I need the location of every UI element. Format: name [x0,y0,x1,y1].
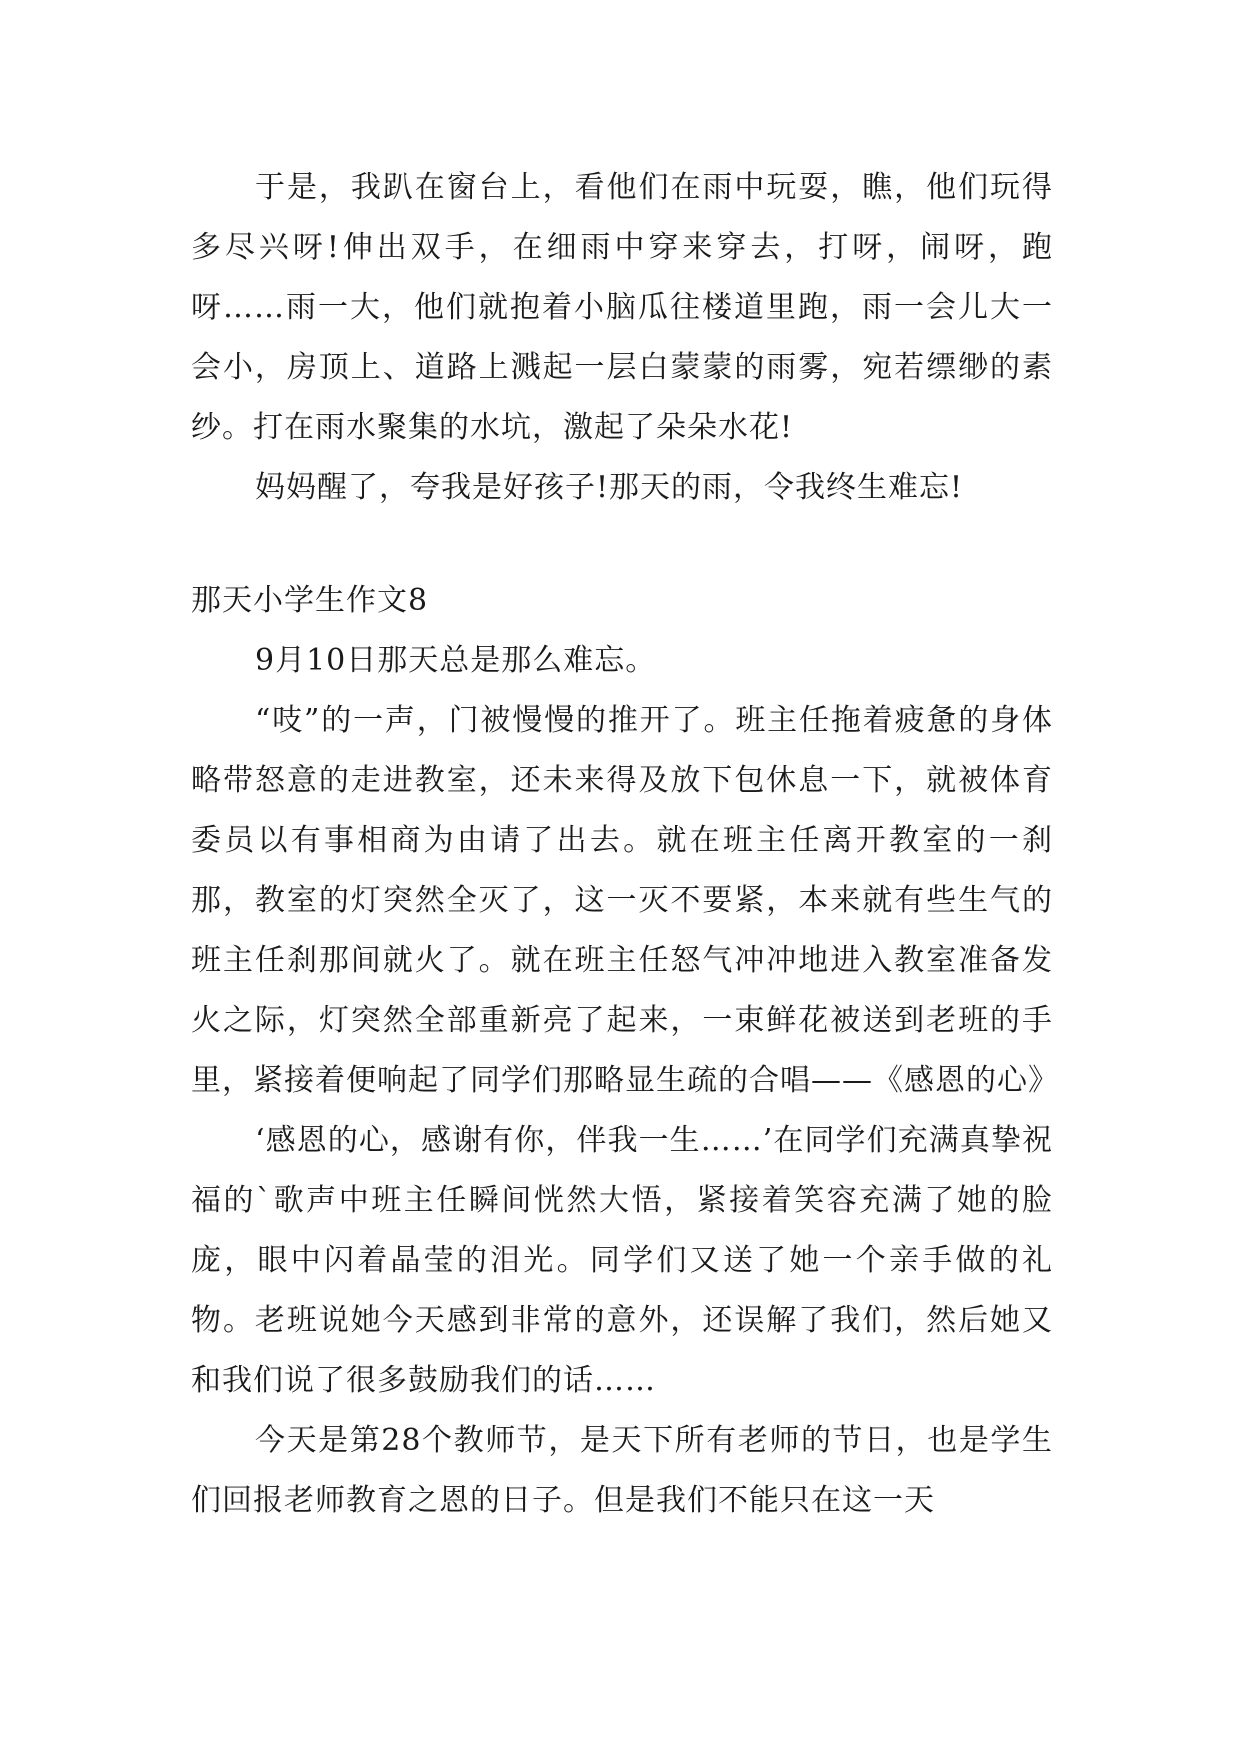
paragraph: 于是，我趴在窗台上，看他们在雨中玩耍，瞧，他们玩得多尽兴呀!伸出双手，在细雨中穿来穿去，打呀，闹呀，跑呀……雨一大，他们就抱着小脑瓜往楼道里跑，雨一会儿大一会小，房顶上、道路上溅起一层白蒙蒙的雨雾，宛若缥缈的素纱。打在雨水聚集的水坑，激起了朵朵水花! [191,170,1053,445]
paragraph: ‘感恩的心，感谢有你，伴我一生……’在同学们充满真挚祝福的`歌声中班主任瞬间恍然大悟，紧接着笑容充满了她的脸庞，眼中闪着晶莹的泪光。同学们又送了她一个亲手做的礼物。老班说她今天感到非常的意外，还误解了我们，然后她又和我们说了很多鼓励我们的话…… [191,1123,1053,1398]
paragraph: 今天是第28个教师节，是天下所有老师的节日，也是学生们回报老师教育之恩的日子。但是我们不能只在这一天 [191,1423,1053,1518]
previous-essay-ending [191,158,1053,518]
essay-body [191,631,1059,1531]
paragraph: 妈妈醒了，夸我是好孩子!那天的雨，令我终生难忘! [255,470,964,505]
paragraph: “吱”的一声，门被慢慢的推开了。班主任拖着疲惫的身体略带怒意的走进教室，还未来得及放下包休息一下，就被体育委员以有事相商为由请了出去。就在班主任离开教室的一刹那，教室的灯突然全灭了，这一灭不要紧，本来就有些生气的班主任刹那间就火了。就在班主任怒气冲冲地进入教室准备发火之际，灯突然全部重新亮了起来，一束鲜花被送到老班的手里，紧接着便响起了同学们那略显生疏的合唱——《感恩的心》 [191,703,1059,1098]
paragraph: 9月10日那天总是那么难忘。 [255,643,657,678]
section-title: 那天小学生作文8 [191,583,429,618]
